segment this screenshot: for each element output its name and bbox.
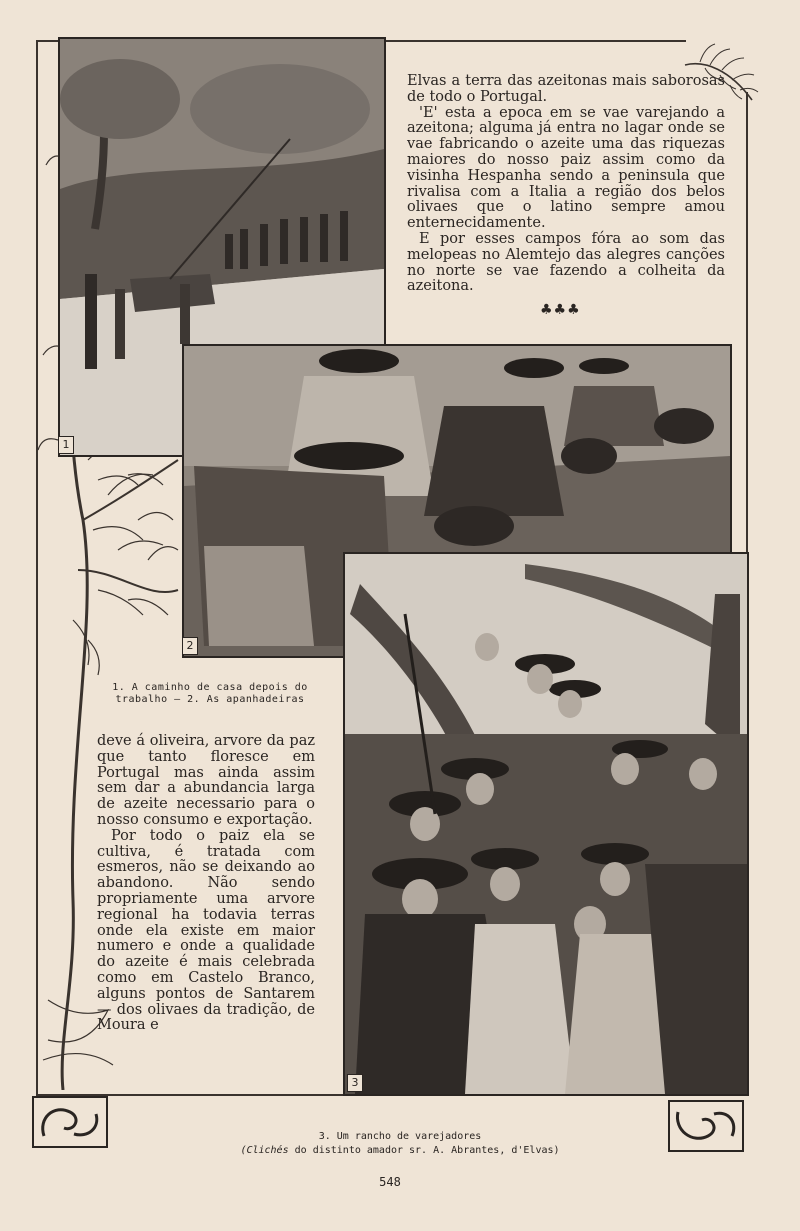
caption-photo-3 bbox=[180, 1130, 620, 1158]
intro-paragraph-3: E por esses campos fóra ao som das melopeas no Alemtejo das alegres canções no norte se vae fazendo a colheita da azeitona. bbox=[407, 230, 725, 295]
caption-3-cliches: (Clichés bbox=[240, 1145, 289, 1156]
body-paragraph-2: Por todo o paiz ela se cultiva, é tratada com esmeros, não se deixando ao abandono. Não sendo propriamente uma arvore regional ha todavia terras onde ela existe em maior numero e onde a qualidade do azeite é mais celebrada como em Castelo Branco, alguns pontos de Santarem — dos olivaes da tradição, de Moura e bbox=[97, 827, 315, 1034]
intro-text-block bbox=[407, 74, 725, 295]
corner-ornament-right bbox=[668, 1100, 744, 1152]
intro-paragraph-2: 'E' esta a epoca em se vae varejando a azeitona; alguma já entra no lagar onde se vae fabricando o azeite uma das riquezas maiores do nosso paiz assim como da visinha Hespanha sendo a peninsula que rivalisa com a Italia a região dos belos olivaes que o latino sempre amou enternecidamente. bbox=[407, 104, 725, 232]
photo-number-1: 1 bbox=[58, 436, 74, 454]
intro-paragraph-1: Elvas a terra das azeitonas mais saborosas de todo o Portugal. bbox=[407, 73, 725, 105]
body-text-column bbox=[97, 734, 315, 1034]
caption-3-title: 3. Um rancho de varejadores bbox=[318, 1131, 482, 1142]
caption-3-credit-text: do distinto amador sr. A. Abrantes, d'Elvas) bbox=[288, 1145, 560, 1156]
body-paragraph-1: deve á oliveira, arvore da paz que tanto floresce em Portugal mas ainda assim sem dar a abundancia larga de azeite necessario para o nosso consumo e exportação. bbox=[97, 733, 315, 828]
corner-ornament-left bbox=[32, 1096, 108, 1148]
photo-group-of-beaters bbox=[343, 552, 749, 1096]
clover-ornament: ♣♣♣ bbox=[540, 302, 581, 318]
caption-3-credit bbox=[180, 1144, 620, 1158]
caption-photos-1-2: 1. A caminho de casa depois do trabalho — 2. As apanhadeiras bbox=[112, 682, 308, 705]
photo-number-3: 3 bbox=[347, 1074, 363, 1092]
page-number: 548 bbox=[379, 1175, 401, 1189]
group-scene-illustration bbox=[345, 554, 747, 1094]
photo-number-2: 2 bbox=[182, 637, 198, 655]
